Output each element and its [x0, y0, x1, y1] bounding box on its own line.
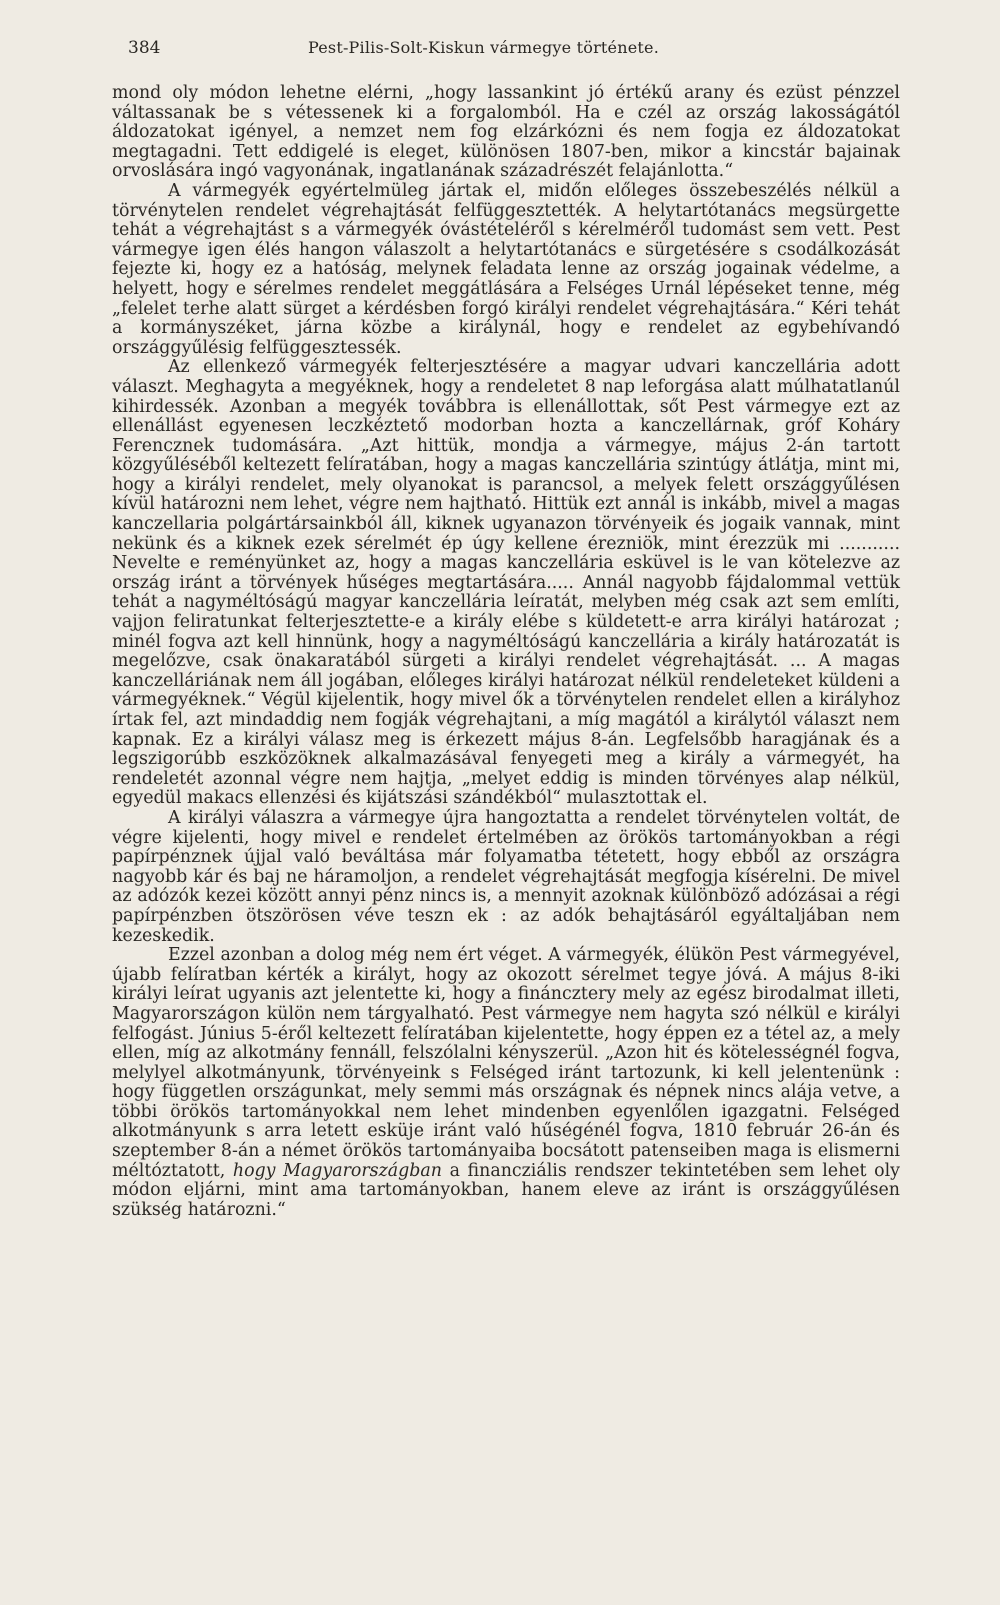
page-header — [128, 38, 898, 68]
paragraph-continued: mond oly módon lehetne elérni, „hogy lassankint jó értékű arany és ezüst pénzzel váltassanak be s vétessenek ki a forgalomból. Ha e czél az ország lakosságától áldozatokat igényel, a nemzet nem fog elzárkózni és nem fogja ez áldozatokat megtagadni. Tett eddigelé is eleget, különösen 1807-ben, mikor a kincstár bajainak orvoslására ingó vagyonának, ingatlanának századrészét felajánlotta.“ — [112, 83, 900, 182]
paragraph-text: Ezzel azonban a dolog még nem ért véget. A vármegyék, élükön Pest vármegyével, újabb felíratban kérték a királyt, hogy az okozott sérelmet tegye jóvá. A május 8-iki királyi leírat ugyanis azt jelentette ki, hogy a fináncztery mely az egész birodalmat illeti, Magyarországon külön nem tárgyalható. Pest vármegye nem hagyta szó nélkül e királyi felfogást. Június 5-éről keltezett felíratában kijelentette, hogy éppen ez a tétel az, a mely ellen, míg az alkotmány fennáll, felszólalni kényszerül. „Azon hit és kötelességnél fogva, melylyel alkotmányunk, törvényeink s Felséged iránt tartozunk, ki kell jelentenünk : hogy független országunkat, mely semmi más országnak és népnek nincs alája vetve, a többi örökös tartományokkal nem lehet mindenben egyenlőlen igazgatni. Felséged alkotmányunk s arra letett esküje iránt való hűségénél fogva, 1810 február 26-án és szeptember 8-án a német örökös tartományaiba bocsátott patenseiben maga is elismerni méltóztatott, — [112, 945, 900, 1181]
paragraph: Az ellenkező vármegyék felterjesztésére a magyar udvari kanczellária adott választ. Meghagyta a megyéknek, hogy a rendeletet 8 nap leforgása alatt múlhatatlanúl kihirdessék. Azonban a megyék továbbra is ellenállottak, sőt Pest vármegye ezt az ellenállást egyenesen leczkéztető modorban hozta a kanczellárnak, gróf Koháry Ferencznek tudomására. „Azt hittük, mondja a vármegye, május 2-án tartott közgyűléséből keltezett felíratában, hogy a magas kanczellária szintúgy átlátja, mint mi, hogy a királyi rendelet, mely olyanokat is parancsol, a melyek felett országgyűlésen kívül határozni nem lehet, végre nem hajtható. Hittük ezt annál is inkább, mivel a magas kanczellaria polgártársainkból áll, kiknek ugyanazon törvényeik és jogaik vannak, mint nekünk és a kiknek ezek sérelmét ép úgy kellene érezniök, mint érezzük mi ........... Nevelte e reményünket az, hogy a magas kanczellária esküvel is le van kötelezve az ország iránt a törvények hűséges megtartására..... Annál nagyobb fájdalommal vettük tehát a nagyméltóságú magyar kanczellária leíratát, melyben még csak azt sem említi, vajjon feliratunkat felterjesztette-e a király elébe s küldetett-e arra királyi határozat ; minél fogva azt kell hinnünk, hogy a nagyméltóságú kanczellária a király határozatát is megelőzve, csak önakaratából sürgeti a királyi rendelet végrehajtását. ... A magas kanczelláriának nem áll jogában, előleges királyi határozat nélkül rendeleteket küldeni a vármegyéknek.“ Végül kijelentik, hogy mivel ők a törvénytelen rendelet ellen a királyhoz írtak fel, azt mindaddig nem fogják végrehajtani, a míg magától a királytól választ nem kapnak. Ez a királyi válasz meg is érkezett május 8-án. Legfelsőbb haragjának és a legszigorúbb eszközöknek alkalmazásával fenyegeti meg a király a vármegyét, ha rendeletét azonnal végre nem hajtja, „melyet eddig is minden törvényes alap nélkül, egyedül makacs ellenzési és kijátszási szándékból“ mulasztottak el. — [112, 357, 900, 809]
page-number: 384 — [128, 38, 161, 58]
paragraph-final — [112, 946, 900, 1220]
paragraph: A királyi válaszra a vármegye újra hangoztatta a rendelet törvénytelen voltát, de végre kijelenti, hogy mivel e rendelet értelmében az örökös tartományokban a régi papírpénznek újjal való beváltása már folyamatba tétetett, hogy ebből az országra nagyobb kár és baj ne háramoljon, a rendelet végrehajtását megfogja kísérelni. De mivel az adózók kezei között annyi pénz nincs is, a mennyit azoknak különböző adózásai a régi papírpénzben ötszörösen véve teszn ek : az adók behajtásáról egyáltaljában nem kezeskedik. — [112, 807, 900, 946]
body-text — [112, 84, 900, 1220]
running-title: Pest-Pilis-Solt-Kiskun vármegye története. — [308, 38, 659, 57]
italic-phrase: hogy Magyarországban — [232, 1160, 442, 1181]
paragraph: A vármegyék egyértelmüleg jártak el, midőn előleges összebeszélés nélkül a törvénytelen rendelet végrehajtását felfüggesztették. A helytartótanács megsürgette tehát a végrehajtást s a vármegyék óvástételéről s kérelméről tudomást sem vett. Pest vármegye igen élés hangon válaszolt a helytartótanács e sürgetésére s csodálkozását fejezte ki, hogy ez a hatóság, melynek feladata lenne az ország jogainak védelme, a helyett, hogy e sérelmes rendelet meggátlására a Felséges Urnál lépéseket tenne, még „felelet terhe alatt sürget a kérdésben forgó királyi rendelet végrehajtására.“ Kéri tehát a kormányszéket, járna közbe a királynál, hogy e rendelet az egybehívandó országgyűlésig felfüggesztessék. — [112, 180, 900, 358]
paragraph-tail: a financziális rendszer tekintetében sem lehet oly módon eljárni, mint ama tartományokban, hanem eleve az iránt is országgyűlésen szükség határozni.“ — [112, 1160, 900, 1220]
